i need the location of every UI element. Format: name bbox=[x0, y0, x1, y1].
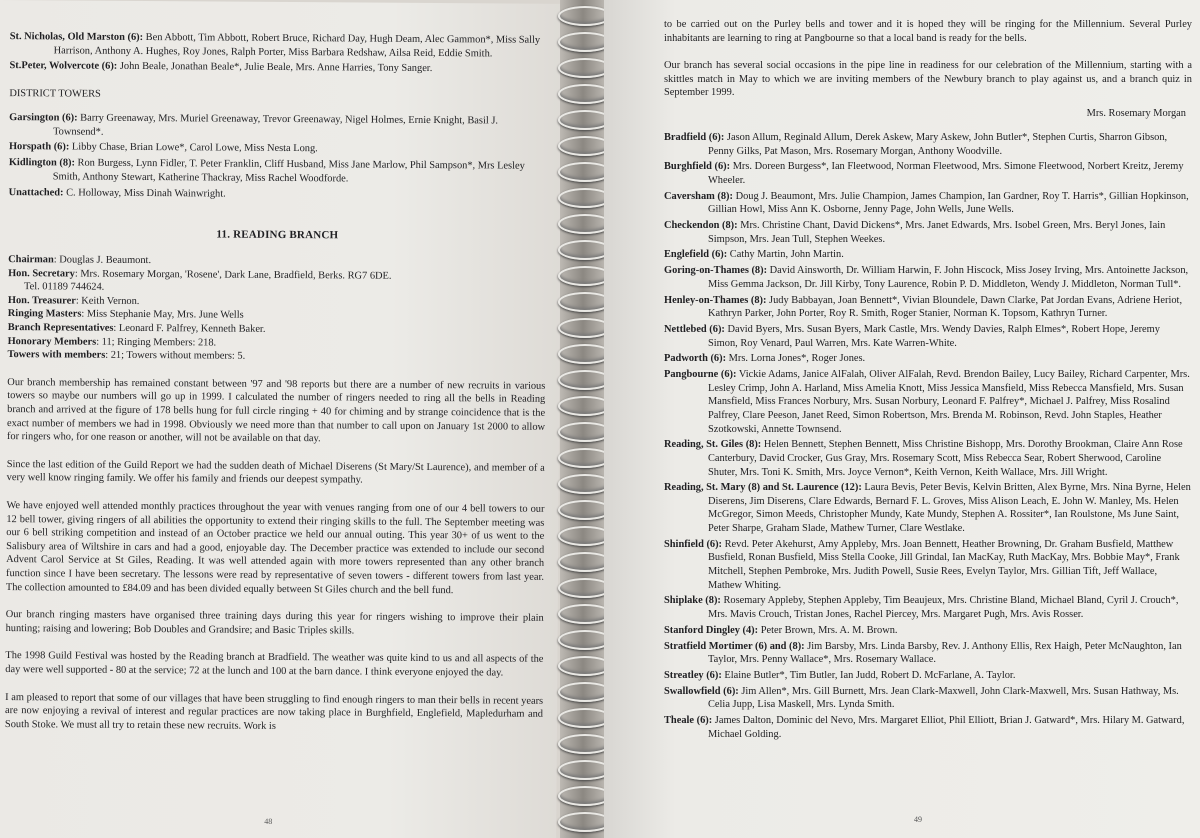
paragraph: I am pleased to report that some of our villages that have been struggling to find enough ringers to man their bells in recent years are now enjoying a revival of interest and regular practices are now taking place in Burghfield, Englefield, Mapledurham and South Stoke. We must all try to retain these new recruits. Work is bbox=[4, 691, 544, 732]
tower-entry bbox=[664, 640, 1192, 667]
ringer-names: Jason Allum, Reginald Allum, Derek Askew, Mary Askew, John Butler*, Stephen Curtis, Sharron Gibson, Penny Gilks, Pat Mason, Mrs. Rosemary Morgan, Anthony Woodville. bbox=[708, 131, 1168, 157]
district-tower-list bbox=[9, 111, 548, 203]
officer-value: : Keith Vernon. bbox=[75, 295, 140, 307]
tower-entry bbox=[664, 160, 1192, 187]
ringer-names: Mrs. Lorna Jones*, Roger Jones. bbox=[726, 353, 866, 365]
page-number: 49 bbox=[914, 815, 922, 824]
tower-entry bbox=[9, 156, 547, 187]
spiral-binding bbox=[560, 0, 606, 838]
tower-name: Garsington (6): bbox=[9, 112, 78, 124]
paragraph: The 1998 Guild Festival was hosted by the Reading branch at Bradfield. The weather was quite kind to us and all aspects of the day were well supported - 80 at the service; 72 at the lunch and 100 at the barn dance. I think everyone enjoyed the day. bbox=[5, 650, 544, 679]
tower-name: Kidlington (8): bbox=[8, 157, 76, 169]
district-heading: DISTRICT TOWERS bbox=[9, 88, 101, 100]
tower-entry bbox=[9, 59, 547, 76]
officer-label: Honorary Members bbox=[7, 335, 97, 348]
ringer-names: Vickie Adams, Janice AlFalah, Oliver AlFalah, Revd. Brendon Bailey, Lucy Bailey, Richard Carpenter, Mrs. Lesley Crimp, John A. Harland, Miss Amelia Knott, Miss Jessica Mansfield, Miss Rebecca Mansfield, Mrs. Susan Mansfield, Miss Frances Norbury, Mrs. Susan Norbury, Leonard F. Palfrey*, Michael J. Palfrey, Miss Rosalind Palfrey, Clare Peeson, Janet Reed, Simon Robertson, Mrs. Brenda M. Robinson, Revd. John Staples, Heather Szotkowski, Annette Townsend. bbox=[708, 369, 1190, 435]
paragraph: We have enjoyed well attended monthly practices throughout the year with venues ranging from one of our 4 bell towers to our 12 bell tower, giving ringers of all abilities the opportunity to extend their ringing skills to the full. The September meeting was our 6 bell striking competition and instead of an October practice we held our annual outing. This year 30+ of us went to the Salisbury area of Wiltshire in cars and had a good, enjoyable day. The December practice was extended to include our second Advent Carol Service at St Giles, Reading. It was well attended again with more towers represented than any other branch function since I have been secretary. The lessons were read by representative of seven towers - different towers from last year. The collection amounted to £84.09 and has been divided equally between St Giles church and the bell fund. bbox=[5, 500, 545, 596]
ringer-names: Jim Allen*, Mrs. Gill Burnett, Mrs. Jean Clark-Maxwell, John Clark-Maxwell, Mrs. Susan Hathway, Ms. Celia Jupp, Lisa Maskell, Mrs. Lynda Smith. bbox=[708, 685, 1179, 711]
tower-name: Reading, St. Mary (8) and St. Laurence (12): bbox=[664, 482, 862, 494]
tower-entry bbox=[664, 190, 1192, 217]
page-number: 48 bbox=[264, 816, 273, 826]
paragraph: to be carried out on the Purley bells and tower and it is hoped they will be ringing for the Millennium. Several Purley inhabitants are learning to ring at Pangbourne so that a local band is ready for the bells. bbox=[664, 19, 1192, 44]
paragraph: Our branch ringing masters have organised three training days during this year for ringers wishing to improve their plain hunting; raising and lowering; Bob Doubles and Grandsire; and Basic Triples skills. bbox=[5, 609, 544, 637]
branch-heading: 11. READING BRANCH bbox=[216, 228, 339, 242]
officer-label: Hon. Secretary bbox=[8, 267, 75, 280]
ringer-names: David Ainsworth, Dr. William Harwin, F. John Hiscock, Miss Josey Irving, Mrs. Antoinette Jackson, Miss Gemma Jackson, Dr. Jill Kirby, Tony Laurence, Robin P. D. Middleton, Wendy J. Middleton, Norman Tull*. bbox=[708, 265, 1189, 290]
tower-entry bbox=[10, 30, 548, 61]
tower-entry bbox=[664, 538, 1192, 592]
tower-entry bbox=[9, 111, 547, 142]
tower-name: Padworth (6): bbox=[664, 353, 727, 365]
tower-name: Horspath (6): bbox=[8, 141, 70, 153]
officers-list bbox=[7, 253, 546, 366]
tower-entry bbox=[664, 624, 1192, 638]
tower-name: Checkendon (8): bbox=[664, 220, 738, 232]
tower-name: Caversham (8): bbox=[664, 190, 733, 202]
tower-entry bbox=[664, 248, 1192, 262]
ringer-names: John Beale, Jonathan Beale*, Julie Beale, Mrs. Anne Harries, Tony Sanger. bbox=[117, 61, 433, 75]
tower-name: Reading, St. Giles (8): bbox=[664, 439, 762, 451]
tower-entry bbox=[664, 594, 1192, 621]
tower-name: Stanford Dingley (4): bbox=[664, 624, 759, 636]
tower-list-top bbox=[9, 30, 547, 77]
tower-name: Theale (6): bbox=[664, 715, 713, 727]
ringer-names: Barry Greenaway, Mrs. Muriel Greenaway, Trevor Greenaway, Nigel Holmes, Ernie Knight, Basil J. Townsend*. bbox=[53, 112, 499, 138]
tower-name: Englefield (6): bbox=[664, 249, 728, 261]
paragraph: Our branch membership has remained constant between '97 and '98 reports but there are a number of new recruits in various towers so maybe our numbers will go up in 1999. I calculated the number of ringers needed to ring all the bells in Reading branch and arrived at the figure of 178 bells hung for full circle ringing + 40 for chiming and by strange coincidence that is the exact number of members we had in 1998. Obviously we need more than that number to call upon on January 1st 2000 to allow for ringers who, for one reason or another, will not be available on that day. bbox=[6, 376, 546, 445]
tower-entry bbox=[664, 131, 1192, 158]
report-text-continued bbox=[664, 18, 1192, 100]
officer-value: : Miss Stephanie May, Mrs. June Wells bbox=[81, 309, 244, 322]
tower-entry bbox=[664, 368, 1192, 436]
left-page bbox=[0, 0, 562, 838]
tower-name: Unattached: bbox=[8, 186, 64, 198]
paragraph: Since the last edition of the Guild Report we had the sudden death of Michael Diserens (St Mary/St Laurence), and member of a very well know ringing family. We offer his family and friends our deepest sympathy. bbox=[6, 458, 545, 486]
paragraph: Our branch has several social occasions in the pipe line in readiness for our celebration of the Millennium, starting with a skittles match in May to which we are inviting members of the Newbury branch to play against us, and a branch quiz in September 1999. bbox=[664, 60, 1192, 99]
tower-entry bbox=[664, 323, 1192, 350]
ringer-names: David Byers, Mrs. Susan Byers, Mark Castle, Mrs. Wendy Davies, Ralph Elmes*, Robert Hope, Jeremy Simon, Roy Venard, Paul Warren, Mrs. Kate Warren-White. bbox=[708, 324, 1160, 349]
tower-list bbox=[664, 131, 1192, 741]
report-text bbox=[5, 376, 545, 735]
officer-value: : Douglas J. Beaumont. bbox=[53, 254, 152, 267]
ringer-names: Laura Bevis, Peter Bevis, Kelvin Britten, Alex Byrne, Mrs. Nina Byrne, Helen Diserens, Jim Diserens, Clare Edwards, Bernard F. L. Groves, Miss Alison Leach, E. John W. Manley, Ms. Helen McGregor, Simon Meeds, Christopher Mundy, Kate Mundy, Stephen A. Rossiter*, Ian Roulstone, Ms June Saint, Peter Sharpe, Graham Slade, Mathew Turner, Clare Westlake. bbox=[708, 482, 1191, 535]
ringer-names: Peter Brown, Mrs. A. M. Brown. bbox=[758, 624, 898, 636]
ringer-names: Judy Babbayan, Joan Bennett*, Vivian Bloundele, Dawn Clarke, Pat Jordan Evans, Adriene Heriot, Kathryn Parker, John Porter, Roy R. Smith, Roger Stanier, Norman K. Topsom, Kathryn Turner. bbox=[708, 294, 1183, 320]
tower-name: Swallowfield (6): bbox=[664, 685, 739, 697]
tower-entry bbox=[664, 352, 1192, 366]
tower-name: St.Peter, Wolvercote (6): bbox=[9, 60, 118, 73]
officer-label: Hon. Treasurer bbox=[7, 294, 76, 307]
tower-name: Goring-on-Thames (8): bbox=[664, 265, 768, 277]
tower-name: Streatley (6): bbox=[664, 669, 722, 681]
tower-entry bbox=[664, 438, 1192, 479]
tower-entry bbox=[664, 669, 1192, 683]
ringer-names: Cathy Martin, John Martin. bbox=[727, 249, 844, 261]
ringer-names: Rosemary Appleby, Stephen Appleby, Tim Beaujeux, Mrs. Christine Bland, Michael Bland, Cyril J. Crouch*, Mrs. Mavis Crouch, Tristan Jones, Rachel Piercey, Mrs. Margaret Pugh, Mrs. Avis Rosser. bbox=[708, 595, 1179, 620]
tower-name: St. Nicholas, Old Marston (6): bbox=[9, 31, 144, 43]
officer-label: Branch Representatives bbox=[7, 322, 114, 334]
officer-label: Towers with members bbox=[7, 349, 106, 361]
tower-entry bbox=[664, 264, 1192, 291]
ringer-names: Doug J. Beaumont, Mrs. Julie Champion, James Champion, Ian Gardner, Roy T. Harris*, Gillian Hopkinson, Gillian Howl, Miss Ann K. Osborne, Jenny Page, John Wells, June Wells. bbox=[708, 190, 1189, 216]
ringer-names: James Dalton, Dominic del Nevo, Mrs. Margaret Elliot, Phil Elliott, Brian J. Gatward*, Mrs. Hilary M. Gatward, Michael Golding. bbox=[708, 715, 1185, 740]
ringer-names: Elaine Butler*, Tim Butler, Ian Judd, Robert D. McFarlane, A. Taylor. bbox=[721, 669, 1016, 681]
tower-name: Nettlebed (6): bbox=[664, 324, 725, 335]
signature: Mrs. Rosemary Morgan bbox=[1086, 107, 1186, 119]
ringer-names: Libby Chase, Brian Lowe*, Carol Lowe, Miss Nesta Long. bbox=[69, 141, 318, 155]
officer-label: Ringing Masters bbox=[7, 308, 82, 321]
tower-entry bbox=[9, 186, 547, 203]
tower-name: Henley-on-Thames (8): bbox=[664, 294, 767, 306]
ringer-names: Mrs. Doreen Burgess*, Ian Fleetwood, Norman Fleetwood, Mrs. Simone Fleetwood, Norbert Kreitz, Jeremy Wheeler. bbox=[708, 161, 1184, 186]
tower-name: Stratfield Mortimer (6) and (8): bbox=[664, 640, 805, 652]
tower-name: Pangbourne (6): bbox=[664, 369, 737, 381]
tower-entry bbox=[664, 714, 1192, 741]
tower-entry bbox=[664, 481, 1192, 535]
tower-name: Shinfield (6): bbox=[664, 538, 723, 550]
ringer-names: Jim Barsby, Mrs. Linda Barsby, Rev. J. Anthony Ellis, Rex Haigh, Peter McNaughton, Ian Taylor, Mrs. Penny Wallace*, Mrs. Rosemary Wallace. bbox=[708, 640, 1182, 666]
officer-value: : Leonard F. Palfrey, Kenneth Baker. bbox=[113, 322, 266, 335]
ringer-names: Ben Abbott, Tim Abbott, Robert Bruce, Richard Day, Hugh Deam, Alec Gammon*, Miss Sally Harrison, Anthony A. Hughes, Roy Jones, Ralph Porter, Miss Barbara Redshaw, Ailsa Reid, Eddie Smith. bbox=[53, 31, 541, 60]
ringer-names: Helen Bennett, Stephen Bennett, Miss Christine Bishopp, Mrs. Dorothy Brookman, Claire Ann Rose Canterbury, David Crocker, Gus Gray, Mrs. Rosemary Scott, Miss Rebecca Sear, Robert Sherwood, Caroline Shuter, Mrs. Toni K. Smith, Mrs. Joyce Vernon*, Keith Vernon, Keith Wallace, Mrs. Jill Wright. bbox=[708, 439, 1183, 478]
tower-entry bbox=[9, 140, 547, 157]
officer-value: : Mrs. Rosemary Morgan, 'Rosene', Dark Lane, Bradfield, Berks. RG7 6DE. bbox=[74, 268, 392, 282]
ringer-names: Ron Burgess, Lynn Fidler, T. Peter Franklin, Cliff Husband, Miss Jane Marlow, Phil Sampson*, Mrs Lesley Smith, Anthony Stewart, Katherine Thackray, Miss Rachel Woodforde. bbox=[52, 157, 525, 185]
ringer-names: C. Holloway, Miss Dinah Wainwright. bbox=[63, 186, 226, 200]
officer-value: : 11; Ringing Members: 218. bbox=[96, 336, 217, 349]
officer-value: : 21; Towers without members: 5. bbox=[105, 349, 246, 362]
tower-entry bbox=[664, 294, 1192, 321]
officer-value: Tel. 01189 744624. bbox=[23, 281, 105, 294]
tower-name: Burghfield (6): bbox=[664, 161, 731, 173]
tower-name: Bradfield (6): bbox=[664, 131, 725, 143]
tower-entry bbox=[664, 685, 1192, 712]
tower-name: Shiplake (8): bbox=[664, 595, 721, 607]
officer-label: Chairman bbox=[8, 254, 54, 266]
ringer-names: Revd. Peter Akehurst, Amy Appleby, Mrs. Joan Bennett, Heather Browning, Dr. Graham Busfield, Matthew Busfield, Ronan Busfield, Miss Stella Cooke, Jill Grindal, Ian MacKay, Ruth MacKay, Mrs. Bobbie May*, Frank Mitchell, Stephen Pembroke, Mrs. Judith Powell, Susie Rees, Evelyn Taylor, Mrs. Gillian Tift, Jeff Wallace, Mathew Whiting. bbox=[708, 538, 1180, 591]
tower-entry bbox=[664, 219, 1192, 246]
ringer-names: Mrs. Christine Chant, David Dickens*, Mrs. Janet Edwards, Mrs. Isobel Green, Mrs. Beryl Jones, Iain Simpson, Mrs. Jean Tull, Stephen Weekes. bbox=[708, 220, 1166, 245]
officer-line bbox=[7, 348, 545, 365]
right-page bbox=[604, 0, 1200, 838]
